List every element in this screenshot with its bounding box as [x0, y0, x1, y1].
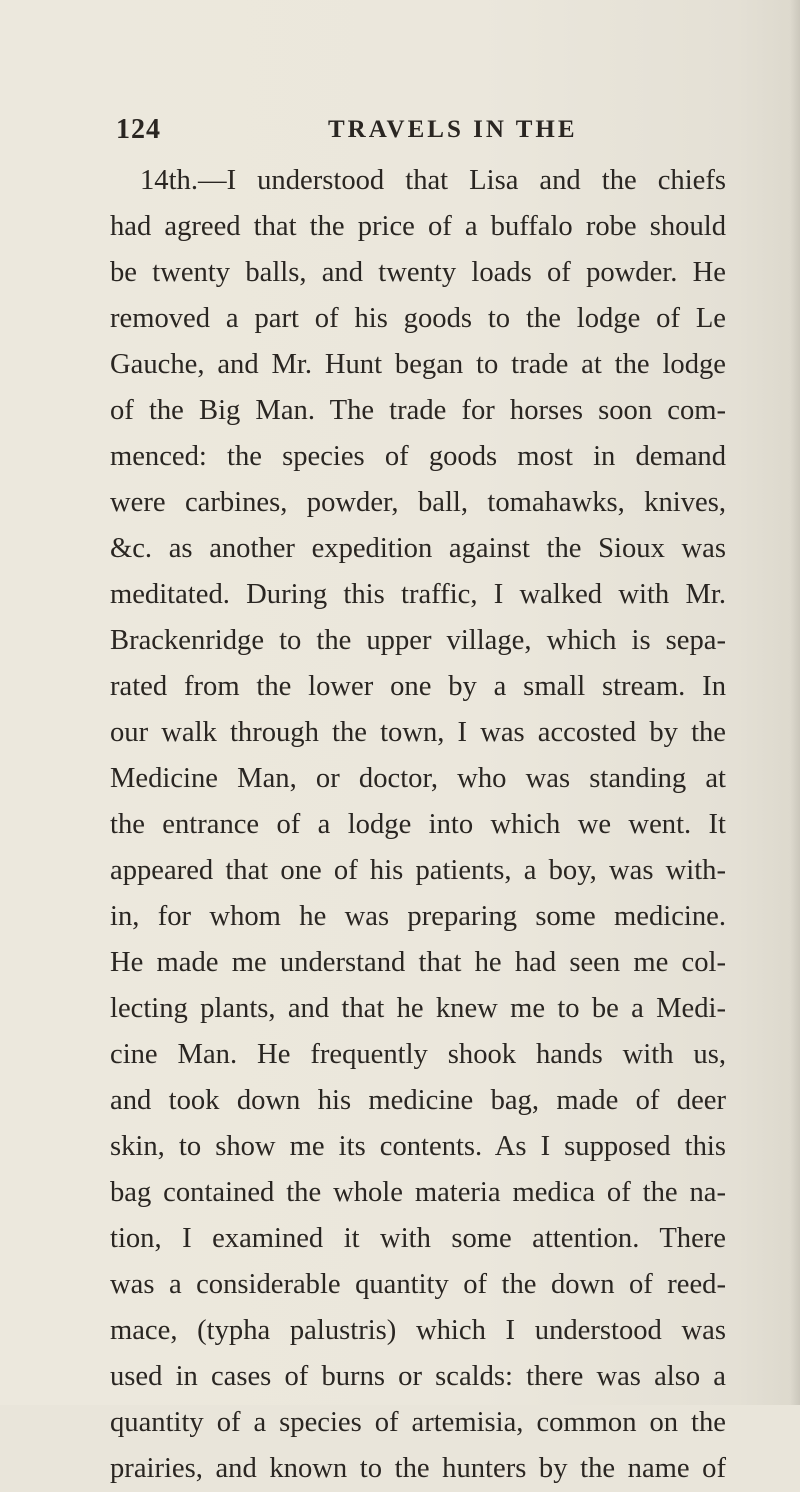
text-line: 14th.—I understood that Lisa and the chiefs	[140, 165, 726, 196]
text-line: used in cases of burns or scalds: there was also a	[110, 1361, 726, 1392]
text-line: Medicine Man, or doctor, who was standing at	[110, 763, 726, 794]
text-line: the entrance of a lodge into which we went. It	[110, 809, 726, 840]
text-line: Brackenridge to the upper village, which is sepa-	[110, 625, 726, 656]
text-line: of the Big Man. The trade for horses soon com-	[110, 395, 726, 426]
running-title: TRAVELS IN THE	[328, 116, 578, 143]
text-line: be twenty balls, and twenty loads of powder. He	[110, 257, 726, 288]
text-line: prairies, and known to the hunters by the name of	[110, 1453, 726, 1484]
running-head	[116, 114, 716, 150]
text-line: removed a part of his goods to the lodge of Le	[110, 303, 726, 334]
text-line: was a considerable quantity of the down of reed-	[110, 1269, 726, 1300]
text-line: lecting plants, and that he knew me to be a Medi-	[110, 993, 726, 1024]
text-line: were carbines, powder, ball, tomahawks, knives,	[110, 487, 726, 518]
text-line: rated from the lower one by a small stream. In	[110, 671, 726, 702]
text-line: skin, to show me its contents. As I supposed this	[110, 1131, 726, 1162]
text-line: meditated. During this traffic, I walked with Mr.	[110, 579, 726, 610]
text-line: and took down his medicine bag, made of deer	[110, 1085, 726, 1116]
text-line: menced: the species of goods most in demand	[110, 441, 726, 472]
page-edge-shadow	[790, 0, 800, 1405]
page-number: 124	[116, 114, 161, 145]
text-line: had agreed that the price of a buffalo robe should	[110, 211, 726, 242]
text-line: quantity of a species of artemisia, common on the	[110, 1407, 726, 1438]
text-line: appeared that one of his patients, a boy, was with-	[110, 855, 726, 886]
text-line: &c. as another expedition against the Sioux was	[110, 533, 726, 564]
text-line: our walk through the town, I was accosted by the	[110, 717, 726, 748]
text-line: mace, (typha palustris) which I understood was	[110, 1315, 726, 1346]
text-line: He made me understand that he had seen me col-	[110, 947, 726, 978]
text-line: tion, I examined it with some attention. There	[110, 1223, 726, 1254]
body-text	[110, 158, 726, 1492]
text-line: bag contained the whole materia medica of the na-	[110, 1177, 726, 1208]
text-line: cine Man. He frequently shook hands with us,	[110, 1039, 726, 1070]
text-line: Gauche, and Mr. Hunt began to trade at the lodge	[110, 349, 726, 380]
text-line: in, for whom he was preparing some medicine.	[110, 901, 726, 932]
